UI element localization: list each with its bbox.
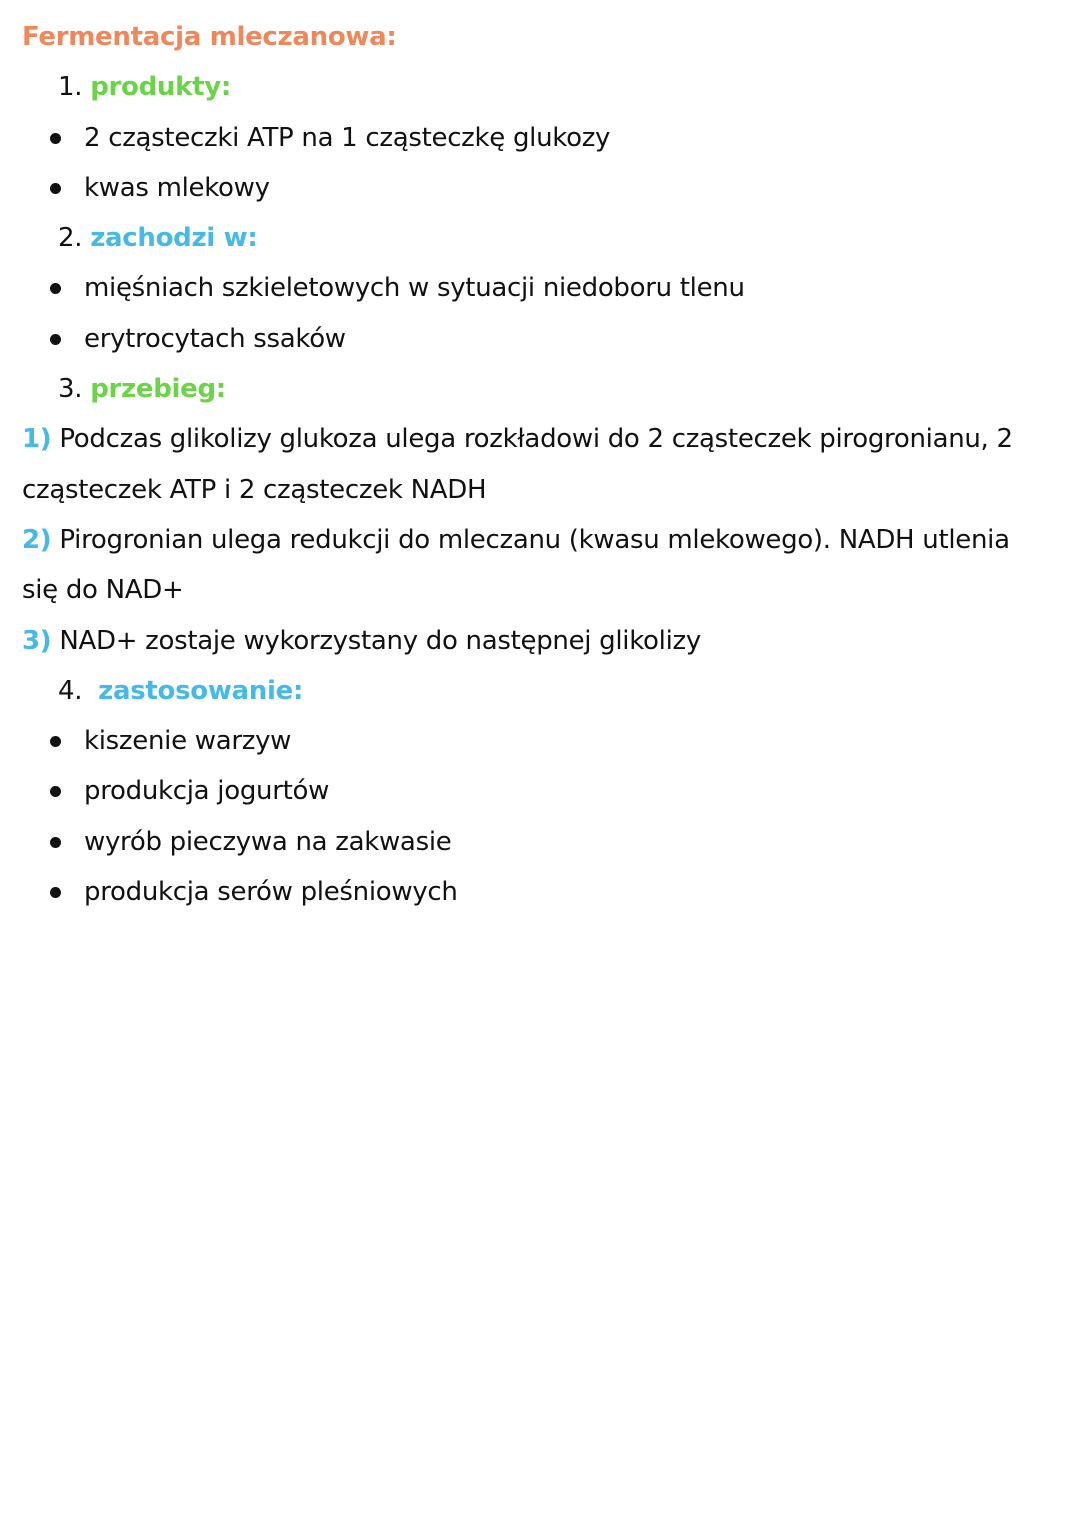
list-item <box>22 817 1062 867</box>
list-item-text: produkcja serów pleśniowych <box>84 877 458 908</box>
process-step-3 <box>22 616 1062 666</box>
bullet-icon <box>50 283 61 294</box>
document-title: Fermentacja mleczanowa: <box>22 22 397 52</box>
bullet-icon <box>50 334 61 345</box>
list-item <box>22 867 1062 917</box>
list-item <box>22 113 1062 163</box>
bullet-icon <box>50 887 61 898</box>
section-number: 2. <box>58 223 83 254</box>
section-number: 4. <box>58 675 83 706</box>
process-step-1-cont: cząsteczek ATP i 2 cząsteczek NADH <box>22 474 487 505</box>
list-item <box>22 766 1062 816</box>
list-item <box>22 263 1062 313</box>
list-item-text: erytrocytach ssaków <box>84 323 346 354</box>
section-heading-text: produkty: <box>90 72 231 103</box>
list-item-text: wyrób pieczywa na zakwasie <box>84 826 452 857</box>
list-item-text: kwas mlekowy <box>84 172 270 203</box>
document <box>22 12 1062 917</box>
step-text: NAD+ zostaje wykorzystany do następnej glikolizy <box>59 625 701 656</box>
list-item-text: produkcja jogurtów <box>84 776 330 807</box>
section-number: 1. <box>58 72 83 103</box>
process-step-1 <box>22 414 1062 464</box>
section-heading-produkty <box>22 62 1062 112</box>
step-number: 2) <box>22 524 52 555</box>
step-text: Podczas glikolizy glukoza ulega rozkładowi do 2 cząsteczek pirogronianu, 2 <box>59 424 1013 455</box>
section-heading-text: przebieg: <box>90 374 226 405</box>
list-item-text: kiszenie warzyw <box>84 726 292 757</box>
section-heading-zachodzi <box>22 213 1062 263</box>
bullet-icon <box>50 736 61 747</box>
list-item <box>22 716 1062 766</box>
bullet-icon <box>50 133 61 144</box>
process-step-2-cont: się do NAD+ <box>22 575 184 606</box>
step-number: 3) <box>22 625 52 656</box>
step-text: Pirogronian ulega redukcji do mleczanu (kwasu mlekowego). NADH utlenia <box>59 524 1010 555</box>
section-heading-zastosowanie <box>22 666 1062 716</box>
bullet-icon <box>50 183 61 194</box>
list-item-text: 2 cząsteczki ATP na 1 cząsteczkę glukozy <box>84 122 611 153</box>
list-item <box>22 163 1062 213</box>
process-step-2 <box>22 515 1062 565</box>
bullet-icon <box>50 837 61 848</box>
step-number: 1) <box>22 424 52 455</box>
section-number: 3. <box>58 374 83 405</box>
bullet-icon <box>50 786 61 797</box>
section-heading-text: zastosowanie: <box>98 675 304 706</box>
list-item <box>22 314 1062 364</box>
section-heading-text: zachodzi w: <box>90 223 258 254</box>
section-heading-przebieg <box>22 364 1062 414</box>
list-item-text: mięśniach szkieletowych w sytuacji niedoboru tlenu <box>84 273 745 304</box>
